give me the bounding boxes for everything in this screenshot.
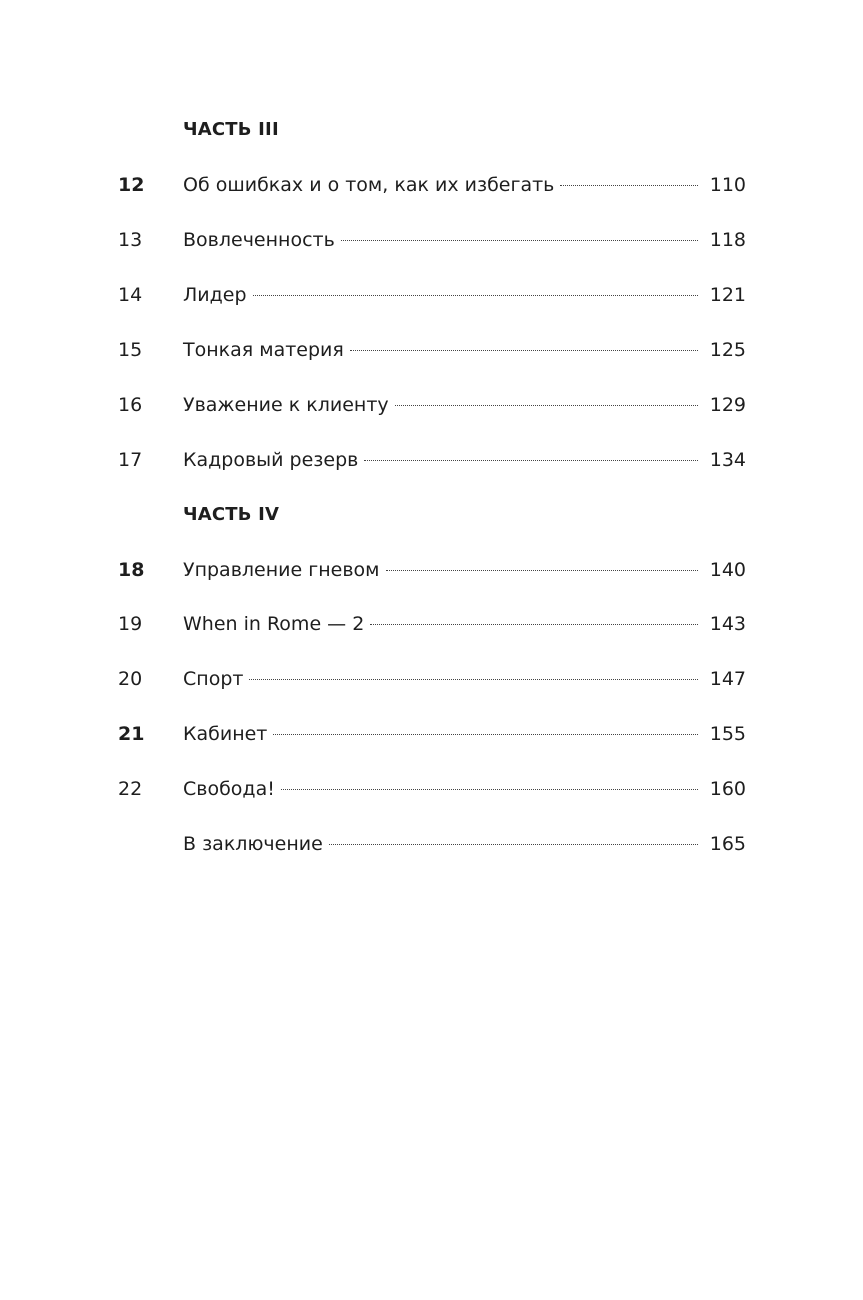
entry-title-line: [183, 609, 698, 639]
chapter-title: В заключение: [183, 833, 323, 855]
chapter-number: 21: [118, 723, 145, 745]
chapter-number: 17: [118, 449, 143, 471]
entry-title-line: [183, 829, 698, 859]
entry-title-line: [183, 335, 698, 365]
chapter-number: 15: [118, 339, 143, 361]
page-number: 118: [709, 229, 746, 251]
entry-title-line: [183, 719, 698, 749]
chapter-title: Уважение к клиенту: [183, 394, 389, 416]
entry-title-line: [183, 225, 698, 255]
page-number: 140: [709, 559, 746, 581]
chapter-title: Спорт: [183, 668, 244, 690]
chapter-number: 22: [118, 778, 143, 800]
page-number: 110: [709, 174, 746, 196]
chapter-title: Лидер: [183, 284, 247, 306]
page-number: 147: [709, 668, 746, 690]
toc-entry-20: [0, 664, 863, 694]
toc-entry-15: [0, 335, 863, 365]
entry-title-line: [183, 280, 698, 310]
toc-entry-16: [0, 390, 863, 420]
page-number: 121: [709, 284, 746, 306]
dot-leader: [281, 789, 698, 790]
chapter-number: 13: [118, 229, 143, 251]
page-number: 125: [709, 339, 746, 361]
chapter-number: 20: [118, 668, 143, 690]
entry-title-line: [183, 664, 698, 694]
dot-leader: [249, 679, 698, 680]
toc-entry-21: [0, 719, 863, 749]
dot-leader: [370, 624, 698, 625]
dot-leader: [273, 734, 698, 735]
chapter-number: 19: [118, 613, 143, 635]
dot-leader: [364, 460, 698, 461]
chapter-number: 14: [118, 284, 143, 306]
chapter-title: Тонкая материя: [183, 339, 344, 361]
entry-title-line: [183, 774, 698, 804]
dot-leader: [395, 405, 698, 406]
toc-entry-19: [0, 609, 863, 639]
toc-entry-14: [0, 280, 863, 310]
entry-title-line: [183, 445, 698, 475]
page-number: 143: [709, 613, 746, 635]
chapter-number: 12: [118, 174, 145, 196]
chapter-title: Управление гневом: [183, 559, 380, 581]
chapter-title: Кадровый резерв: [183, 449, 359, 471]
chapter-title: When in Rome — 2: [183, 613, 365, 635]
chapter-number: 18: [118, 559, 145, 581]
dot-leader: [560, 185, 698, 186]
page-number: 160: [709, 778, 746, 800]
part-heading: ЧАСТЬ III: [183, 119, 279, 140]
chapter-title: Свобода!: [183, 778, 275, 800]
entry-title-line: [183, 170, 698, 200]
toc-entry-18: [0, 555, 863, 585]
dot-leader: [341, 240, 698, 241]
entry-title-line: [183, 390, 698, 420]
part-heading: ЧАСТЬ IV: [183, 504, 280, 525]
entry-title-line: [183, 555, 698, 585]
toc-entry-conclusion: [0, 829, 863, 859]
chapter-title: Вовлеченность: [183, 229, 335, 251]
page-number: 155: [709, 723, 746, 745]
toc-entry-17: [0, 445, 863, 475]
chapter-title: Об ошибках и о том, как их избегать: [183, 174, 555, 196]
dot-leader: [350, 350, 698, 351]
toc-entry-12: [0, 170, 863, 200]
chapter-number: 16: [118, 394, 143, 416]
page-number: 165: [709, 833, 746, 855]
page-number: 134: [709, 449, 746, 471]
dot-leader: [386, 570, 699, 571]
dot-leader: [329, 844, 698, 845]
page-number: 129: [709, 394, 746, 416]
dot-leader: [253, 295, 698, 296]
toc-entry-13: [0, 225, 863, 255]
chapter-title: Кабинет: [183, 723, 268, 745]
toc-entry-22: [0, 774, 863, 804]
